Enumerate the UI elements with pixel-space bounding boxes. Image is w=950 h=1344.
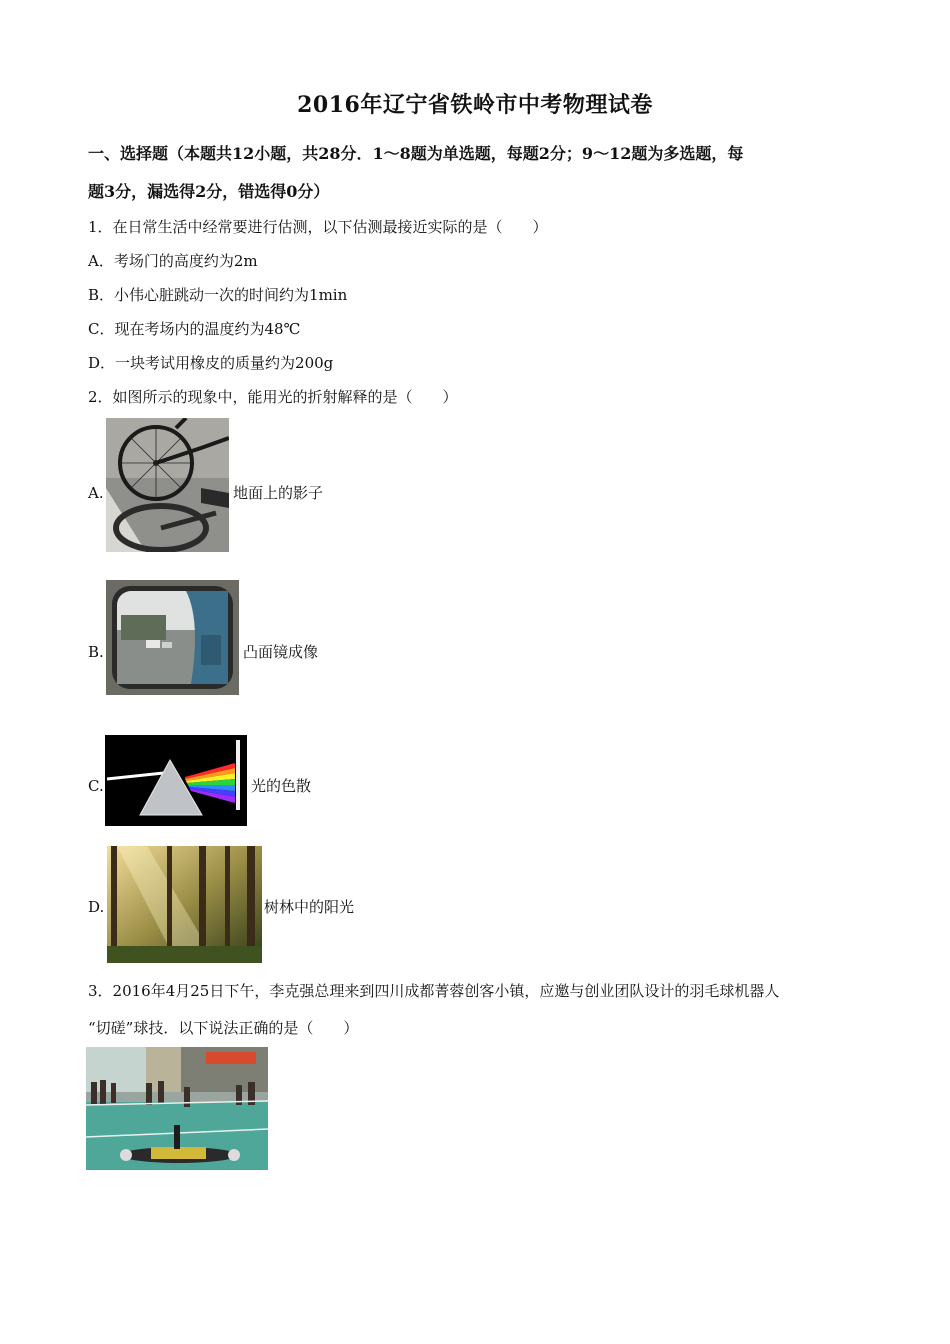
convex-mirror-image xyxy=(106,580,239,695)
question-2-option-b-text: 凸面镜成像 xyxy=(243,643,319,661)
badminton-robot-image xyxy=(86,1047,268,1170)
question-2-option-a-letter: A. xyxy=(88,484,104,502)
question-1-option-a: A．考场门的高度约为2m xyxy=(88,252,258,270)
section-header-line-1: 一、选择题（本题共12小题，共28分．1～8题为单选题，每题2分；9～12题为多选题，每 xyxy=(88,144,744,163)
section-header-line-2: 题3分，漏选得2分，错选得0分） xyxy=(88,182,330,201)
question-2-option-c-letter: C. xyxy=(88,777,104,795)
question-1-option-b: B．小伟心脏跳动一次的时间约为1min xyxy=(88,286,348,304)
question-3-stem-line-2: “切磋”球技．以下说法正确的是（ ） xyxy=(88,1019,359,1037)
prism-dispersion-image xyxy=(105,735,247,826)
question-2-option-d-letter: D. xyxy=(88,898,105,916)
question-2-option-d-text: 树林中的阳光 xyxy=(264,898,355,916)
question-2-option-c-text: 光的色散 xyxy=(251,777,312,795)
question-3-stem-line-1: 3．2016年4月25日下午，李克强总理来到四川成都菁蓉创客小镇，应邀与创业团队设计的羽毛球机器人 xyxy=(88,982,780,1000)
question-1-stem: 1．在日常生活中经常要进行估测，以下估测最接近实际的是（ ） xyxy=(88,218,548,236)
forest-sunlight-image xyxy=(107,846,262,963)
question-2-stem: 2．如图所示的现象中，能用光的折射解释的是（ ） xyxy=(88,388,458,406)
question-1-option-c: C．现在考场内的温度约为48℃ xyxy=(88,320,301,338)
page-title: 2016年辽宁省铁岭市中考物理试卷 xyxy=(297,92,653,118)
question-2-option-b-letter: B. xyxy=(88,643,104,661)
question-1-option-d: D．一块考试用橡皮的质量约为200g xyxy=(88,354,334,372)
bicycle-shadow-image xyxy=(106,418,229,552)
question-2-option-a-text: 地面上的影子 xyxy=(233,484,324,502)
